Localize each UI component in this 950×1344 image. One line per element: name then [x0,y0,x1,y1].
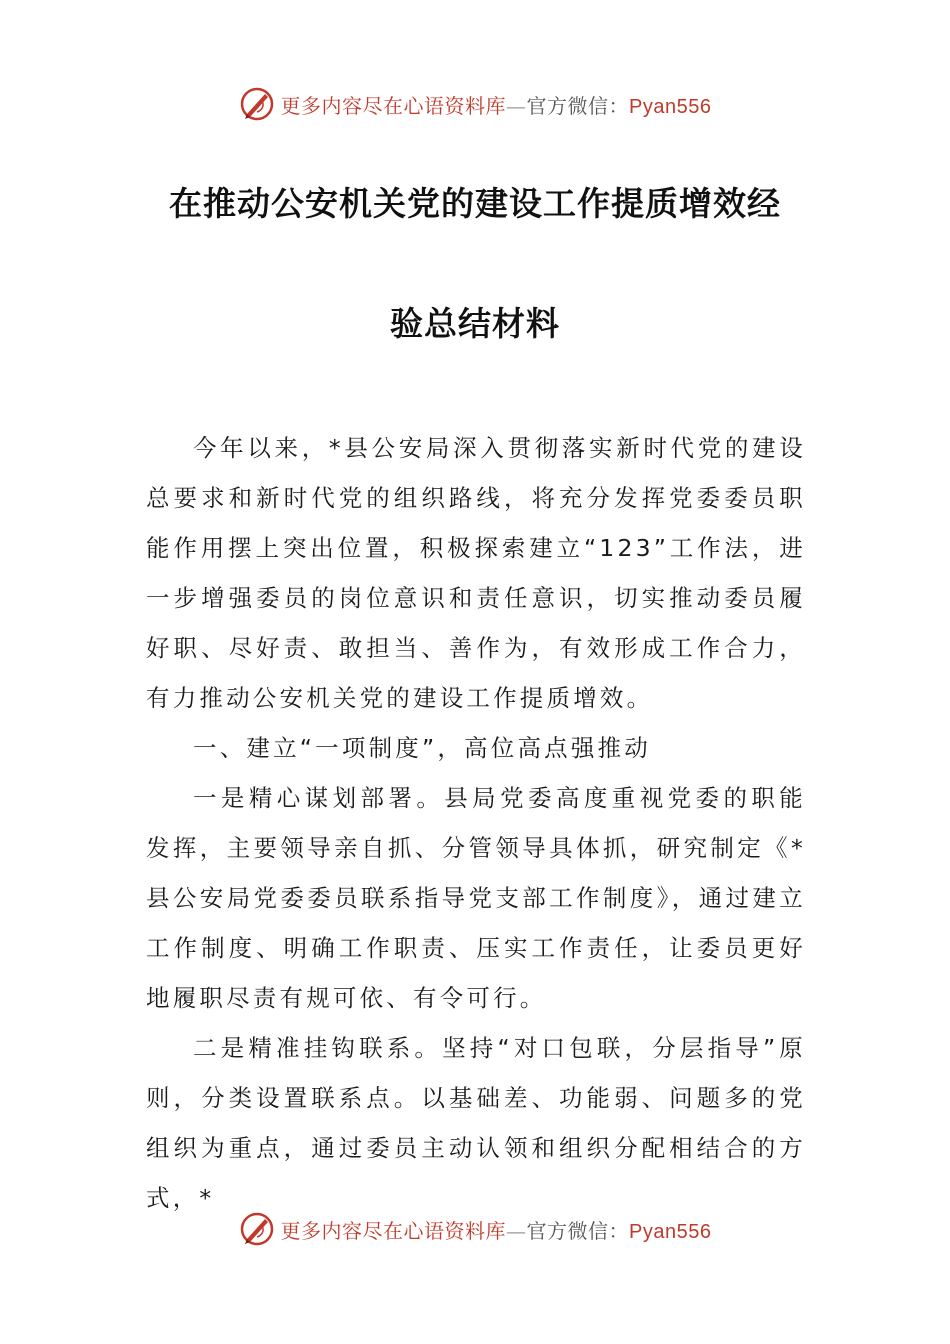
watermark-text [281,1215,712,1244]
document-title-line-2: 验总结材料 [390,304,560,343]
watermark-sub: 官方微信： [526,1218,630,1243]
watermark-header [0,84,950,124]
watermark-main: 更多内容尽在心语资料库 [280,1218,507,1243]
pen-logo-icon [239,1211,275,1247]
paragraph: 一是精心谋划部署。县局党委高度重视党委的职能发挥，主要领导亲自抓、分管领导具体抓，研究制定《*县公安局党委委员联系指导党支部工作制度》，通过建立工作制度、明确工作职责、压实工作责任，让委员更好地履职尽责有规可依、有令可行。 [146,784,806,1012]
watermark-text [281,90,712,119]
watermark-footer [0,1209,950,1249]
pen-logo-icon [239,86,275,122]
paragraph: 二是精准挂钩联系。坚持“对口包联，分层指导”原则，分类设置联系点。以基础差、功能弱、问题多的党组织为重点，通过委员主动认领和组织分配相结合的方式，* [146,1034,806,1212]
watermark-main: 更多内容尽在心语资料库 [280,93,507,118]
paragraph: 今年以来，*县公安局深入贯彻落实新时代党的建设总要求和新时代党的组织路线，将充分发挥党委委员职能作用摆上突出位置，积极探索建立“123”工作法，进一步增强委员的岗位意识和责任意识，切实推动委员履好职、尽好责、敢担当、善作为，有效形成工作合力，有力推动公安机关党的建设工作提质增效。 [146,434,806,712]
document-title-line-1: 在推动公安机关党的建设工作提质增效经 [169,184,781,223]
watermark-dash: — [506,1218,527,1243]
section-heading: 一、建立“一项制度”，高位高点强推动 [193,734,651,762]
watermark-wechat-id: Pyan556 [629,95,712,118]
watermark-wechat-id: Pyan556 [629,1220,712,1243]
watermark-dash: — [506,93,527,118]
document-body [146,423,806,1223]
watermark-sub: 官方微信： [526,93,630,118]
